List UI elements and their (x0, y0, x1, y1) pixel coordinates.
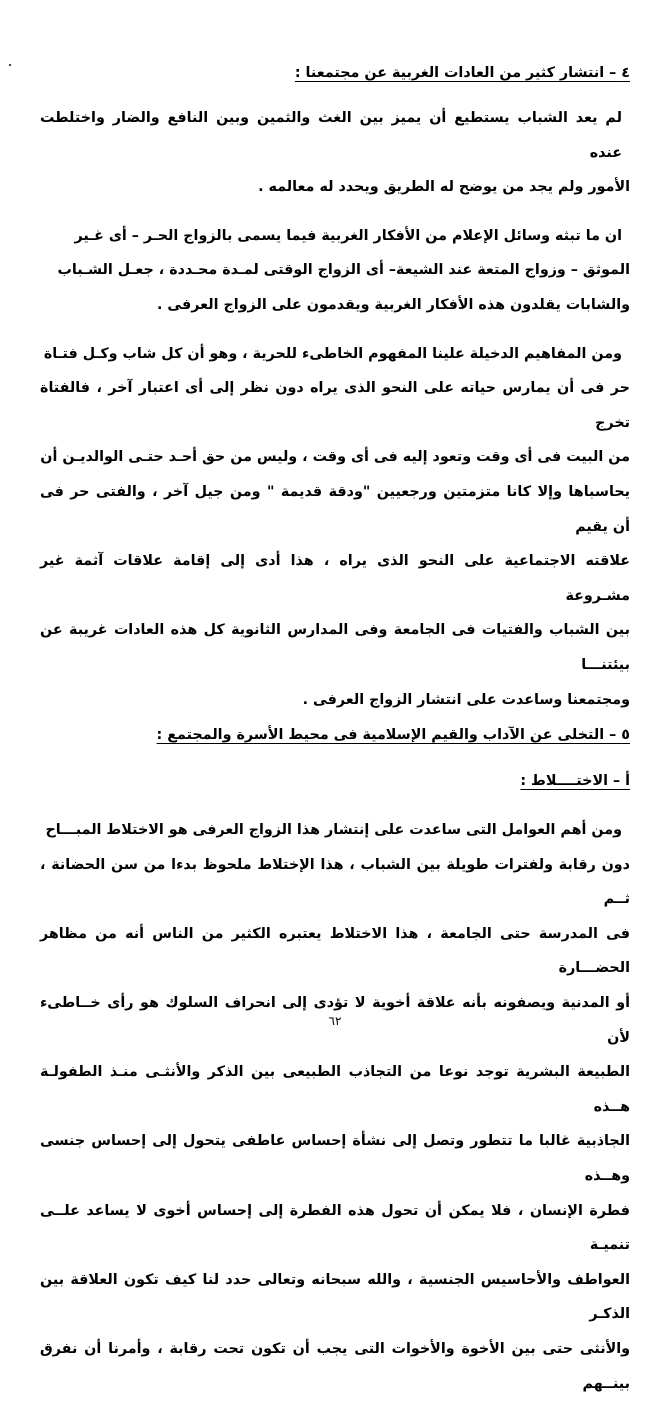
paragraph-line: والأنثى حتى بين الأخوة والأخوات التى يجب أن تكون تحت رقابة ، وأمرنا أن نفرق بينــهم (40, 1341, 630, 1392)
paragraph-line: بين الشباب والفتيات فى الجامعة وفى المدارس الثانوية كل هذه العادات غريبة عن بيئتنـــا (40, 622, 630, 673)
paragraph-line: فطرة الإنسان ، فلا يمكن أن تحول هذه الفطرة إلى إحساس أخوى لا يساعد علــى تنميـة (40, 1202, 630, 1254)
section-heading-5 (40, 717, 630, 753)
paragraph-line: ومن المفاهيم الدخيلة علينا المفهوم الخاطىء للحرية ، وهو أن كل شاب وكـل فتـاة (43, 345, 622, 362)
subheading-a-text: أ – الاختــــلاط : (520, 773, 630, 790)
paragraph-line: أو المدنية ويصفونه بأنه علاقة أخوية لا تؤدى إلى انحراف السلوك هو رأى خــاطىء لأن (40, 995, 630, 1046)
paragraph-4 (40, 813, 630, 1401)
section-heading-5-text: ٥ – التخلى عن الآداب والقيم الإسلامية فى محيط الأسرة والمجتمع : (156, 727, 630, 744)
paragraph-line: ان ما تبثه وسائل الإعلام من الأفكار الغربية فيما يسمى بالزواج الحـر – أى غـير (74, 227, 622, 244)
paragraph-line: ومن أهم العوامل التى ساعدت على إنتشار هذا الزواج العرفى هو الاختلاط المبـــاح (45, 822, 622, 839)
paragraph-2 (40, 219, 630, 323)
subheading-a (40, 763, 630, 799)
page-number: ٦٢ (328, 1014, 342, 1028)
paragraph-line: ومجتمعنا وساعدت على انتشار الزواج العرفى . (302, 691, 630, 708)
paragraph-1 (40, 101, 630, 205)
paragraph-line: الجاذبية غالبا ما تتطور وتصل إلى نشأة إحساس عاطفى يتحول إلى إحساس جنسى وهــذه (40, 1133, 630, 1185)
paragraph-3 (40, 337, 630, 718)
paragraph-line: العواطف والأحاسيس الجنسية ، والله سبحانه وتعالى حدد لنا كيف تكون العلاقة بين الذكـر (40, 1271, 630, 1323)
document-body (40, 55, 630, 1401)
paragraph-line: يحاسباها وإلا كانا متزمتين ورجعيين "ودقة قديمة " ومن جيل آخر ، والفتى حر فى أن يقيم (40, 483, 630, 535)
paragraph-line: علاقته الاجتماعية على النحو الذى يراه ، هذا أدى إلى إقامة علاقات آثمة غير مشـروعة (40, 553, 630, 604)
paragraph-line: الأمور ولم يجد من يوضح له الطريق ويحدد له معالمه . (258, 179, 630, 196)
section-heading-4 (40, 55, 630, 91)
paragraph-line: حر فى أن يمارس حياته على النحو الذى يراه دون نظر إلى أى اعتبار آخر ، فالفتاة تخرج (40, 380, 630, 431)
scan-speck (9, 64, 11, 66)
paragraph-line: دون رقابة ولفترات طويلة بين الشباب ، هذا الإختلاط ملحوظ بدءا من سن الحضانة ، ثــم (40, 856, 630, 908)
paragraph-line: لم يعد الشباب يستطيع أن يميز بين الغث والثمين وبين النافع والضار واختلطت عنده (40, 110, 622, 161)
paragraph-line: فى المدرسة حتى الجامعة ، هذا الاختلاط يعتبره الكثير من الناس أنه من مظاهر الحضـــارة (40, 925, 630, 977)
paragraph-line: من البيت فى أى وقت وتعود إليه فى أى وقت ، وليس من حق أحـد حتـى الوالديـن أن (40, 449, 630, 466)
paragraph-line: والشابات يقلدون هذه الأفكار الغربية ويقدمون على الزواج العرفى . (157, 296, 630, 313)
paragraph-line: الموثق – وزواج المتعة عند الشيعة– أى الزواج الوقتى لمـدة محـددة ، جعـل الشـباب (57, 262, 630, 279)
paragraph-line: الطبيعة البشرية توجد نوعا من التجاذب الطبيعى بين الذكر والأنثـى منـذ الطفولـة هــذه (40, 1064, 630, 1115)
section-heading-4-text: ٤ – انتشار كثير من العادات الغربية عن مجتمعنا : (294, 65, 630, 81)
